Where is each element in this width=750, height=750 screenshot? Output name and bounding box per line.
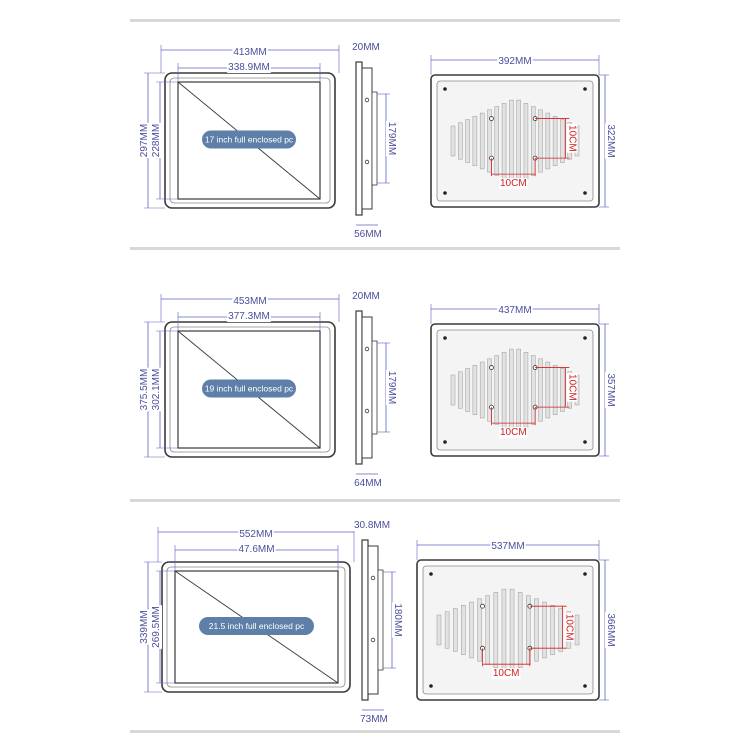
bezel-label: 20MM [352,291,380,302]
heatsink-fin [502,352,506,427]
vesa-hole-icon [489,117,493,121]
heatsink-fin [551,605,555,654]
back-width-label: 537MM [491,541,525,552]
heatsink-fin [445,612,449,648]
bracket-height-label: 180MM [392,603,403,637]
separator-line [130,247,620,250]
heatsink-fin [534,599,538,661]
back-width-label: 392MM [498,56,532,67]
front-view [139,294,339,457]
heatsink-fin [543,602,547,658]
heatsink-fin [539,110,543,172]
side-bracket [372,341,377,434]
separator-line [130,19,620,22]
vesa-h-label: 10CM [499,178,527,190]
screen-width-label: 47.6MM [238,544,275,555]
screw-icon [429,572,433,576]
model-panels [139,42,616,725]
heatsink-fin [451,375,455,405]
heatsink-fin [510,589,514,671]
back-width-label: 437MM [498,305,532,316]
heatsink-fin [517,100,521,182]
outer-width-label: 453MM [233,296,267,307]
heatsink-fin [473,116,477,165]
heatsink-fin [517,349,521,431]
heatsink-fin [539,359,543,421]
side-view [351,42,397,240]
screen-width-label: 377.3MM [228,311,270,322]
depth-label: 56MM [354,229,382,240]
model-label: 21.5 inch full enclosed pc [208,621,305,631]
screen-height-label: 228MM [151,123,162,158]
vesa-v-label: 10CM [563,613,575,641]
model-panel-1 [139,42,616,240]
heatsink-fin [466,120,470,163]
heatsink-fin [560,120,564,163]
bracket-height-label: 179MM [386,370,397,405]
screw-icon [583,87,587,91]
side-view [351,291,397,489]
side-housing [362,317,372,458]
heatsink-fin [453,609,457,652]
heatsink-fin [495,356,499,425]
front-view [139,45,339,208]
bezel-label: 30.8MM [353,520,391,531]
heatsink-fin [478,599,482,661]
heatsink-fin [437,615,441,645]
heatsink-fin [451,126,455,156]
heatsink-fin [473,365,477,414]
heatsink-fin [466,369,470,412]
separator-line [130,730,620,733]
screw-icon [583,191,587,195]
heatsink-fin [559,609,563,652]
heatsink-fin [480,113,484,169]
heatsink-fin [502,589,506,671]
bezel-label: 20MM [352,42,380,53]
side-bracket [372,92,377,185]
back-height-label: 357MM [605,373,616,407]
heatsink-fin [518,592,522,667]
screw-icon [583,440,587,444]
back-height-label: 322MM [605,124,616,158]
heatsink-fin [575,615,579,645]
screw-icon [443,191,447,195]
side-bezel [356,62,362,215]
vesa-v-label: 10CM [566,125,578,152]
screen-height-label: 302.1MM [151,368,162,411]
screw-icon [443,336,447,340]
outer-width-label: 552MM [239,529,273,540]
side-housing [362,68,372,209]
back-view [431,304,616,456]
vesa-v-label: 10CM [566,374,578,401]
bracket-height-label: 179MM [386,121,397,156]
model-panel-2 [139,291,616,489]
depth-label: 73MM [360,714,388,725]
side-view [353,520,403,725]
model-panel-3 [139,520,616,725]
heatsink-fin [524,103,528,178]
heatsink-fin [502,103,506,178]
side-housing [368,546,378,694]
heatsink-fin [509,349,513,431]
model-label: 17 inch full enclosed pc [204,134,294,145]
back-height-label: 366MM [605,613,616,647]
screw-icon [583,336,587,340]
heatsink-fin [560,369,564,412]
outer-height-label: 297MM [139,123,150,158]
heatsink-fin [495,107,499,176]
screw-icon [443,87,447,91]
heatsink-fin [524,352,528,427]
vesa-hole-icon [481,604,485,608]
screw-icon [583,684,587,688]
screen-width-label: 338.9MM [228,62,270,73]
side-bracket [378,570,383,670]
outer-height-label: 339MM [139,610,150,644]
heatsink-fin [458,123,462,159]
side-bezel [356,311,362,464]
heatsink-fin [546,113,550,169]
screen-height-label: 269.5MM [151,606,162,648]
screw-icon [443,440,447,444]
depth-label: 64MM [354,478,382,489]
vesa-h-label: 10CM [499,427,527,439]
heatsink-fin [486,596,490,665]
heatsink-fin [469,602,473,658]
outer-width-label: 413MM [233,47,267,58]
side-bezel [362,540,368,700]
vesa-hole-icon [489,366,493,370]
screw-icon [583,572,587,576]
vesa-h-label: 10CM [492,668,520,680]
model-label: 19 inch full enclosed pc [204,383,294,394]
separator-line [130,499,620,502]
back-view [417,540,616,700]
screw-icon [429,684,433,688]
front-view [139,527,354,692]
outer-height-label: 375.5MM [139,368,150,411]
heatsink-fin [546,362,550,418]
heatsink-fin [458,372,462,408]
back-view [431,55,616,207]
heatsink-fin [494,592,498,667]
heatsink-fin [509,100,513,182]
heatsink-fin [480,362,484,418]
heatsink-fin [461,605,465,654]
